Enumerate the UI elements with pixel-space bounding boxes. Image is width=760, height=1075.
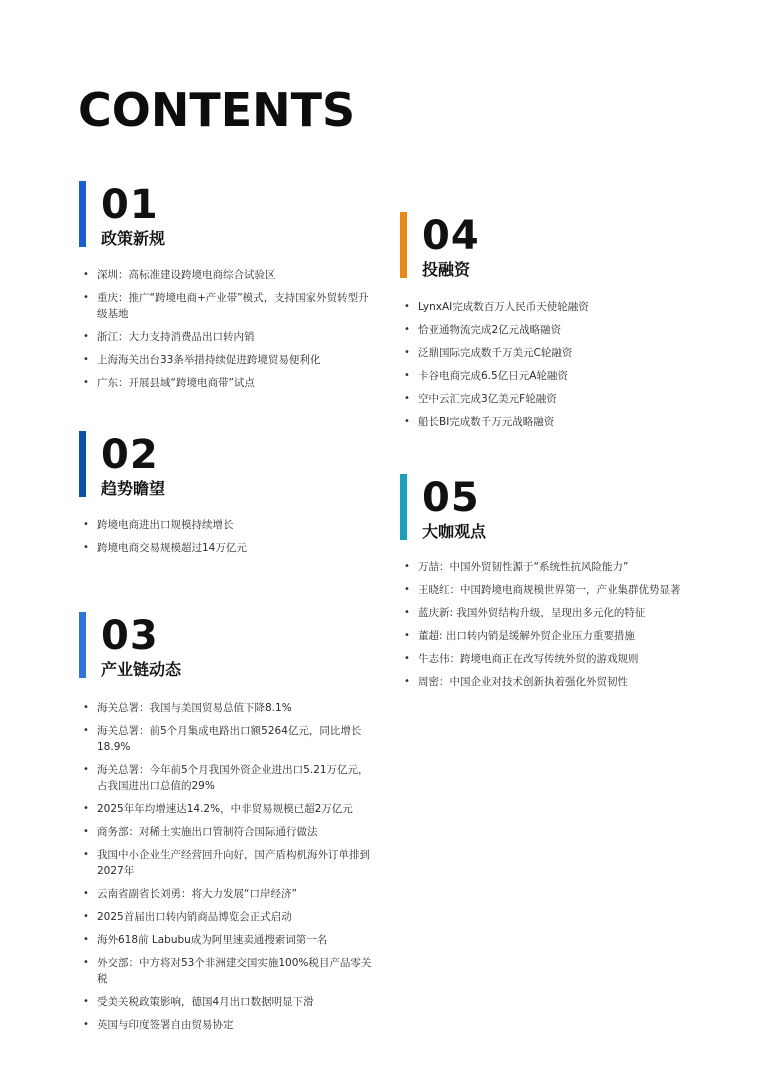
list-item: • 重庆：推广“跨境电商+产业带”模式，支持国家外贸转型升级基地 <box>83 290 378 322</box>
list-item: • 海关总署：前5个月集成电路出口额5264亿元，同比增长18.9% <box>83 723 378 755</box>
list-item: • 受美关税政策影响，德国4月出口数据明显下滑 <box>83 994 378 1010</box>
list-item: • 万喆：中国外贸韧性源于“系统性抗风险能力” <box>404 559 714 575</box>
section-number: 01 <box>101 182 159 228</box>
list-item: • 周密：中国企业对技术创新执着强化外贸韧性 <box>404 674 714 690</box>
list-item: • 王晓红：中国跨境电商规模世界第一，产业集群优势显著 <box>404 582 714 598</box>
list-item: • 卡谷电商完成6.5亿日元A轮融资 <box>404 368 704 384</box>
list-item: • LynxAI完成数百万人民币天使轮融资 <box>404 299 704 315</box>
section-01 <box>79 181 379 248</box>
list-item: • 云南省副省长刘勇：将大力发展“口岸经济” <box>83 886 378 902</box>
section-accent-bar <box>400 212 407 278</box>
section-02 <box>79 431 379 501</box>
page-title: CONTENTS <box>78 83 356 137</box>
list-item: • 上海海关出台33条举措持续促进跨境贸易便利化 <box>83 352 378 368</box>
list-item: • 外交部：中方将对53个非洲建交国实施100%税目产品零关税 <box>83 955 378 987</box>
list-item: • 深圳：高标准建设跨境电商综合试验区 <box>83 267 378 283</box>
section-05-list <box>404 559 714 690</box>
section-04 <box>400 212 700 282</box>
list-item: • 泛鼎国际完成数千万美元C轮融资 <box>404 345 704 361</box>
list-item: • 海关总署：我国与美国贸易总值下降8.1% <box>83 700 378 716</box>
list-item: • 董超: 出口转内销是缓解外贸企业压力重要措施 <box>404 628 714 644</box>
list-item: • 船长BI完成数千万元战略融资 <box>404 414 704 430</box>
section-03 <box>79 612 379 682</box>
section-title: 投融资 <box>422 260 471 279</box>
list-item: • 跨境电商进出口规模持续增长 <box>83 517 378 533</box>
list-item: • 英国与印度签署自由贸易协定 <box>83 1017 378 1033</box>
section-04-list <box>404 299 704 430</box>
section-accent-bar <box>79 181 86 247</box>
section-01-list <box>83 267 378 391</box>
section-number: 04 <box>422 213 480 259</box>
section-number: 02 <box>101 432 159 478</box>
section-accent-bar <box>79 431 86 497</box>
list-item: • 海外618前 Labubu成为阿里速卖通搜索词第一名 <box>83 932 378 948</box>
list-item: • 空中云汇完成3亿美元F轮融资 <box>404 391 704 407</box>
list-item: • 恰亚通物流完成2亿元战略融资 <box>404 322 704 338</box>
section-05 <box>400 474 700 544</box>
list-item: • 海关总署：今年前5个月我国外资企业进出口5.21万亿元，占我国进出口总值的29% <box>83 762 378 794</box>
list-item: • 蓝庆新: 我国外贸结构升级，呈现出多元化的特征 <box>404 605 714 621</box>
list-item: • 浙江：大力支持消费品出口转内销 <box>83 329 378 345</box>
section-number: 05 <box>422 475 480 521</box>
list-item: • 商务部：对稀土实施出口管制符合国际通行做法 <box>83 824 378 840</box>
section-accent-bar <box>79 612 86 678</box>
section-title: 产业链动态 <box>101 660 182 679</box>
section-03-list <box>83 700 378 1033</box>
list-item: • 我国中小企业生产经营回升向好，国产盾构机海外订单排到2027年 <box>83 847 378 879</box>
section-accent-bar <box>400 474 407 540</box>
section-title: 政策新规 <box>101 229 166 248</box>
list-item: • 牛志伟：跨境电商正在改写传统外贸的游戏规则 <box>404 651 714 667</box>
list-item: • 广东：开展县域“跨境电商带”试点 <box>83 375 378 391</box>
section-number: 03 <box>101 613 159 659</box>
section-02-list <box>83 517 378 556</box>
section-title: 趋势瞻望 <box>101 479 166 498</box>
list-item: • 跨境电商交易规模超过14万亿元 <box>83 540 378 556</box>
list-item: • 2025年年均增速达14.2%，中非贸易规模已超2万亿元 <box>83 801 378 817</box>
list-item: • 2025首届出口转内销商品博览会正式启动 <box>83 909 378 925</box>
section-title: 大咖观点 <box>422 522 487 541</box>
